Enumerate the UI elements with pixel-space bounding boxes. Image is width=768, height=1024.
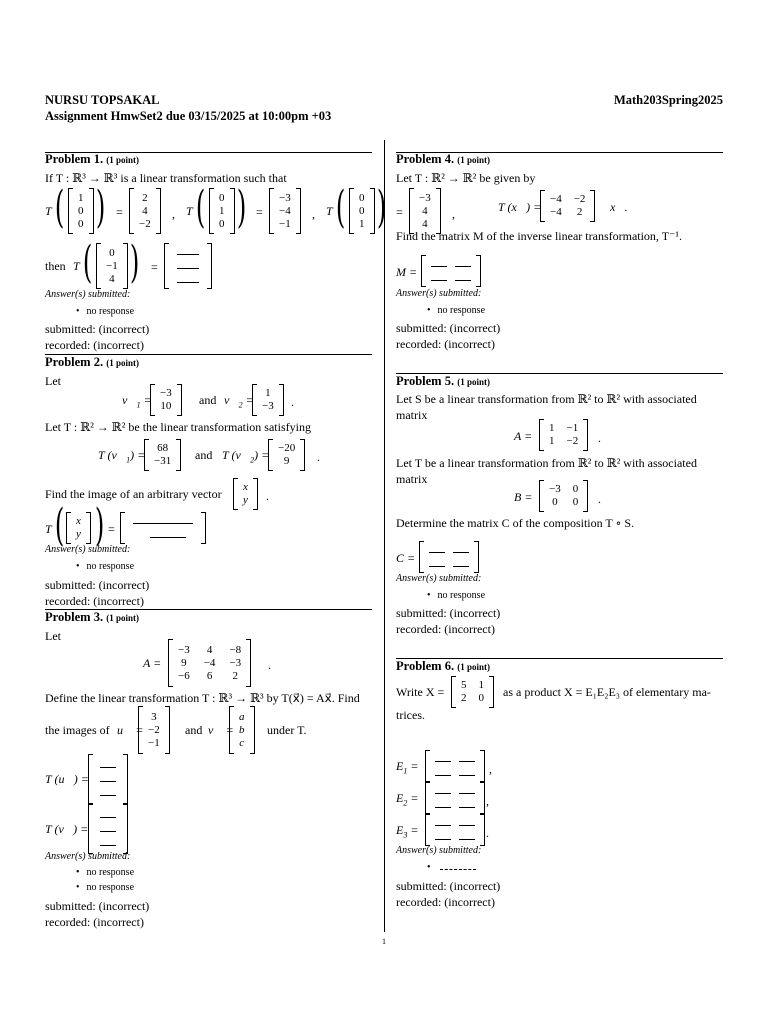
p4-M-field-11[interactable] — [431, 257, 447, 267]
p4-no-response: • no response — [427, 305, 485, 316]
period: . — [598, 492, 601, 506]
period: . — [598, 431, 601, 445]
p6-E1-label: $E_1$ = — [396, 759, 419, 776]
p2-answer-vector — [120, 512, 206, 544]
p6-E3-field-22[interactable] — [459, 830, 475, 840]
p4-answers-label: Answer(s) submitted: — [396, 288, 482, 299]
p2-no-response: • no response — [76, 561, 134, 572]
p5-C-label: C = — [396, 551, 416, 565]
p2-T-label: T — [45, 522, 52, 536]
p2-and-1: and — [199, 393, 217, 407]
p1-then: then — [45, 259, 66, 273]
p1-recorded: recorded: (incorrect) — [45, 338, 144, 352]
p1-vec-Te3: −3 4 4 — [409, 188, 441, 234]
paren-right: ) — [94, 500, 105, 551]
p5-recorded: recorded: (incorrect) — [396, 622, 495, 636]
p3-Tu-answer — [88, 754, 128, 804]
p6-matrix-X: 5 1 2 0 — [451, 676, 494, 708]
paren-left: ( — [335, 182, 346, 233]
p6-line1b: as a product X = E₁E₂E₃ of elementary ma- — [503, 685, 711, 699]
p6-E1-field-12[interactable] — [459, 752, 475, 762]
p6-E2-answer — [425, 782, 485, 814]
paren-right: ) — [236, 182, 247, 233]
p3-Tv-label: T (v⃗) = — [45, 822, 89, 836]
p1-T2-label: T — [186, 204, 193, 218]
p1-vec-e1: 1 0 0 — [68, 188, 94, 234]
p1-answer-field-2[interactable] — [177, 259, 199, 269]
equals-sign: = — [256, 205, 263, 219]
p6-submitted-blank-answer — [427, 862, 476, 873]
p1-vec-Te1: 2 4 −2 — [129, 188, 161, 234]
p2-Tv1-label: T $(v⃗_1)$ = — [98, 448, 146, 465]
p3-u-label: u⃗ = — [117, 723, 144, 737]
p3-Tu-field-1[interactable] — [100, 758, 116, 768]
p3-let: Let — [45, 629, 61, 643]
problem-5-title: Problem 5. (1 point) — [396, 374, 490, 388]
p4-M-field-22[interactable] — [455, 271, 471, 281]
p4-matrix: −4 −2 −4 2 — [540, 190, 595, 222]
p4-M-label: M = — [396, 265, 418, 279]
p5-A-label: A = — [514, 429, 533, 443]
p2-line3: Find the image of an arbitrary vector — [45, 487, 222, 501]
p3-submitted: submitted: (incorrect) — [45, 899, 150, 913]
p4-line2: Find the matrix M of the inverse linear transformation, T⁻¹. — [396, 229, 682, 243]
p3-Tv-field-3[interactable] — [100, 836, 116, 846]
p3-matrix-A: −3 4 −8 9 −4 −3 −6 6 2 — [168, 639, 251, 687]
p1-T3-label: T — [326, 204, 333, 218]
period: . — [486, 826, 489, 840]
p5-C-field-12[interactable] — [453, 543, 469, 553]
problem-1-title: Problem 1. (1 point) — [45, 152, 139, 166]
p3-v-vector: a b c — [229, 706, 255, 754]
p1-T1-label: T — [45, 204, 52, 218]
p6-answers-label: Answer(s) submitted: — [396, 845, 482, 856]
paren-right: ) — [376, 182, 387, 233]
p6-E3-field-21[interactable] — [435, 830, 451, 840]
p3-Tu-label: T (u⃗) = — [45, 772, 89, 786]
p2-Tv2-label: T $(v⃗_2)$ = — [222, 448, 270, 465]
page-number: 1 — [382, 937, 386, 946]
p5-line2b: matrix — [396, 472, 428, 486]
p5-line1b: matrix — [396, 408, 428, 422]
p1-submitted: submitted: (incorrect) — [45, 322, 150, 336]
p1-answer-field-1[interactable] — [177, 245, 199, 255]
p4-x-label: x⃗. — [610, 200, 628, 214]
p1-no-response: • no response — [76, 306, 134, 317]
p6-line1c: trices. — [396, 708, 425, 722]
p4-M-field-21[interactable] — [431, 271, 447, 281]
p6-E1-field-11[interactable] — [435, 752, 451, 762]
p2-Tv2-vector: −20 9 — [268, 439, 305, 471]
p6-E2-field-22[interactable] — [459, 798, 475, 808]
assignment-title: Assignment HmwSet2 due 03/15/2025 at 10:00pm +03 — [45, 109, 332, 123]
p5-C-field-21[interactable] — [429, 557, 445, 567]
paren-left: ( — [195, 182, 206, 233]
paren-left: ( — [54, 182, 65, 233]
p2-xy-vector: x y — [233, 478, 258, 510]
p2-and-2: and — [195, 448, 213, 462]
equals-sign: = — [116, 205, 123, 219]
comma: , — [172, 207, 175, 221]
problem-4-title: Problem 4. (1 point) — [396, 152, 490, 166]
p3-line2: Define the linear transformation T : ℝ³ → ℝ³ by T(x⃗) = Ax⃗. Find — [45, 691, 360, 705]
p2-submitted: submitted: (incorrect) — [45, 578, 150, 592]
paren-left: ( — [54, 500, 65, 551]
p4-recorded: recorded: (incorrect) — [396, 337, 495, 351]
comma: , — [452, 207, 455, 221]
p6-submitted: submitted: (incorrect) — [396, 879, 501, 893]
p3-under-T: under T. — [267, 723, 307, 737]
problem-1-intro: If T : ℝ³ → ℝ³ is a linear transformation such that — [45, 171, 287, 185]
p2-let: Let — [45, 374, 61, 388]
p2-answer-field-2[interactable] — [150, 528, 186, 538]
p3-Tv-field-2[interactable] — [100, 822, 116, 832]
p2-v1-vector: −3 10 — [150, 384, 182, 416]
p2-query-vector: x y — [66, 512, 91, 544]
p2-v1-label: $v⃗_1$ = — [122, 393, 152, 410]
p3-Tv-field-1[interactable] — [100, 808, 116, 818]
student-name: NURSU TOPSAKAL — [45, 93, 160, 107]
p6-line1a: Write X = — [396, 685, 445, 699]
p5-matrix-B: −3 0 0 0 — [539, 480, 588, 512]
p1-vec-e3: 0 0 1 — [349, 188, 375, 234]
column-divider — [384, 140, 385, 932]
p6-E1-field-21[interactable] — [435, 766, 451, 776]
p3-no-response-1: • no response — [76, 867, 134, 878]
p5-B-label: B = — [514, 490, 533, 504]
comma: , — [486, 794, 489, 808]
p3-Tu-field-3[interactable] — [100, 786, 116, 796]
p6-E2-field-12[interactable] — [459, 784, 475, 794]
p3-line3a: the images of — [45, 723, 110, 737]
comma: , — [489, 762, 492, 776]
p6-E1-field-22[interactable] — [459, 766, 475, 776]
p1-T-label: T — [73, 259, 80, 273]
p5-line1a: Let S be a linear transformation from ℝ² to ℝ² with associated — [396, 392, 697, 406]
p5-submitted: submitted: (incorrect) — [396, 606, 501, 620]
p4-M-field-12[interactable] — [455, 257, 471, 267]
equals-sign: = — [108, 522, 115, 536]
p5-answers-label: Answer(s) submitted: — [396, 573, 482, 584]
paren-right: ) — [95, 182, 106, 233]
period: . — [266, 489, 269, 503]
p6-E2-field-11[interactable] — [435, 784, 451, 794]
p5-answer-matrix — [419, 541, 479, 573]
period: . — [317, 450, 320, 464]
p6-E3-field-11[interactable] — [435, 816, 451, 826]
p6-E3-answer — [425, 814, 485, 846]
p2-line2: Let T : ℝ² → ℝ² be the linear transformation satisfying — [45, 420, 311, 434]
p3-v-label: v⃗ = — [208, 723, 234, 737]
p3-u-vector: 3 −2 −1 — [138, 706, 170, 754]
problem-2-title: Problem 2. (1 point) — [45, 355, 139, 369]
p3-Tv-answer — [88, 804, 128, 854]
p6-E2-field-21[interactable] — [435, 798, 451, 808]
p3-and: and — [185, 723, 203, 737]
p6-E3-label: $E_3$ = — [396, 823, 419, 840]
problem-6-title: Problem 6. (1 point) — [396, 659, 490, 673]
p2-v2-label: $v⃗_2$ = — [224, 393, 254, 410]
p5-line2a: Let T be a linear transformation from ℝ² to ℝ² with associated — [396, 456, 697, 470]
p1-vec-Te2: −3 −4 −1 — [269, 188, 301, 234]
p6-E1-answer — [425, 750, 485, 782]
p3-Tu-field-2[interactable] — [100, 772, 116, 782]
p2-answers-label: Answer(s) submitted: — [45, 544, 131, 555]
problem-3-title: Problem 3. (1 point) — [45, 610, 139, 624]
course-name: Math203Spring2025 — [613, 93, 723, 107]
paren-left: ( — [82, 237, 93, 288]
p6-recorded: recorded: (incorrect) — [396, 895, 495, 909]
equals-sign: = — [151, 260, 158, 274]
equals-sign: = — [396, 205, 403, 219]
p6-E2-label: $E_2$ = — [396, 791, 419, 808]
p5-line3: Determine the matrix C of the composition T ∘ S. — [396, 516, 635, 530]
p3-no-response-2: • no response — [76, 882, 134, 893]
p3-recorded: recorded: (incorrect) — [45, 915, 144, 929]
p1-vec-e2: 0 1 0 — [209, 188, 235, 234]
p1-answer-field-3[interactable] — [177, 273, 199, 283]
p4-submitted: submitted: (incorrect) — [396, 321, 501, 335]
period: . — [268, 658, 271, 672]
p5-C-field-22[interactable] — [453, 557, 469, 567]
p1-query-vector: 0 −1 4 — [96, 243, 128, 289]
p5-C-field-11[interactable] — [429, 543, 445, 553]
paren-right: ) — [129, 237, 140, 288]
p5-no-response: • no response — [427, 590, 485, 601]
p2-recorded: recorded: (incorrect) — [45, 594, 144, 608]
p3-A-label: A = — [143, 656, 162, 670]
p6-E3-field-12[interactable] — [459, 816, 475, 826]
p4-answer-matrix — [421, 255, 481, 287]
p4-line1: Let T : ℝ² → ℝ² be given by — [396, 171, 536, 185]
p2-answer-field-1[interactable] — [133, 514, 193, 524]
p2-Tv1-vector: 68 −31 — [144, 439, 181, 471]
p1-answer-vector — [164, 243, 212, 289]
period: . — [291, 395, 294, 409]
p1-answers-label: Answer(s) submitted: — [45, 289, 131, 300]
p2-v2-vector: 1 −3 — [252, 384, 284, 416]
p4-Tx-label: T (x⃗) = — [498, 200, 542, 214]
p5-matrix-A: 1 −1 1 −2 — [539, 419, 588, 451]
comma: , — [312, 207, 315, 221]
p3-answers-label: Answer(s) submitted: — [45, 851, 131, 862]
